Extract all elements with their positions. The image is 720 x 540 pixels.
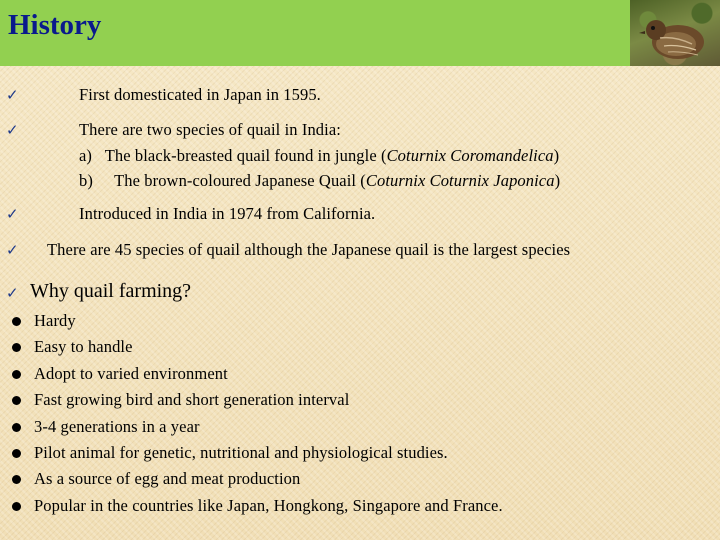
bullet-first-domesticated: First domesticated in Japan in 1595. <box>79 85 321 104</box>
list-item: Adopt to varied environment <box>34 364 228 383</box>
v-bullet-icon: ✓ <box>6 86 19 104</box>
dot-bullet-icon <box>12 396 21 405</box>
list-item: Hardy <box>34 311 76 330</box>
quail-photo <box>630 0 720 66</box>
list-item: 3-4 generations in a year <box>34 417 200 436</box>
species-b-label: b) <box>79 171 93 190</box>
species-a <box>79 146 559 166</box>
page-title: History <box>8 9 102 41</box>
list-item: Fast growing bird and short generation interval <box>34 390 350 409</box>
species-b <box>79 171 560 191</box>
list-item: Pilot animal for genetic, nutritional and physiological studies. <box>34 443 448 462</box>
list-item: Popular in the countries like Japan, Hongkong, Singapore and France. <box>34 496 503 515</box>
quail-illustration <box>630 0 720 66</box>
species-a-text: The black-breasted quail found in jungle ( <box>104 146 387 165</box>
v-bullet-icon: ✓ <box>6 205 19 223</box>
list-item: As a source of egg and meat production <box>34 469 301 488</box>
species-a-close: ) <box>553 146 560 165</box>
list-item: Easy to handle <box>34 337 133 356</box>
v-bullet-icon: ✓ <box>6 121 19 139</box>
species-a-scientific-name: Coturnix Coromandelica <box>386 146 554 165</box>
v-bullet-icon: ✓ <box>6 241 19 259</box>
why-heading: Why quail farming? <box>30 280 192 302</box>
dot-bullet-icon <box>12 449 21 458</box>
species-b-scientific-name: Coturnix Coturnix Japonica <box>365 171 555 190</box>
v-bullet-icon: ✓ <box>6 284 19 302</box>
species-b-text: The brown-coloured Japanese Quail ( <box>114 171 366 190</box>
dot-bullet-icon <box>12 502 21 511</box>
dot-bullet-icon <box>12 475 21 484</box>
dot-bullet-icon <box>12 423 21 432</box>
bullet-introduced-india: Introduced in India in 1974 from California. <box>79 204 376 223</box>
species-b-close: ) <box>554 171 561 190</box>
dot-bullet-icon <box>12 317 21 326</box>
bullet-two-species: There are two species of quail in India: <box>79 120 341 139</box>
dot-bullet-icon <box>12 343 21 352</box>
species-a-label: a) <box>79 146 93 165</box>
bullet-45-species: There are 45 species of quail although the Japanese quail is the largest species <box>47 240 571 259</box>
dot-bullet-icon <box>12 370 21 379</box>
title-bar <box>0 0 630 66</box>
